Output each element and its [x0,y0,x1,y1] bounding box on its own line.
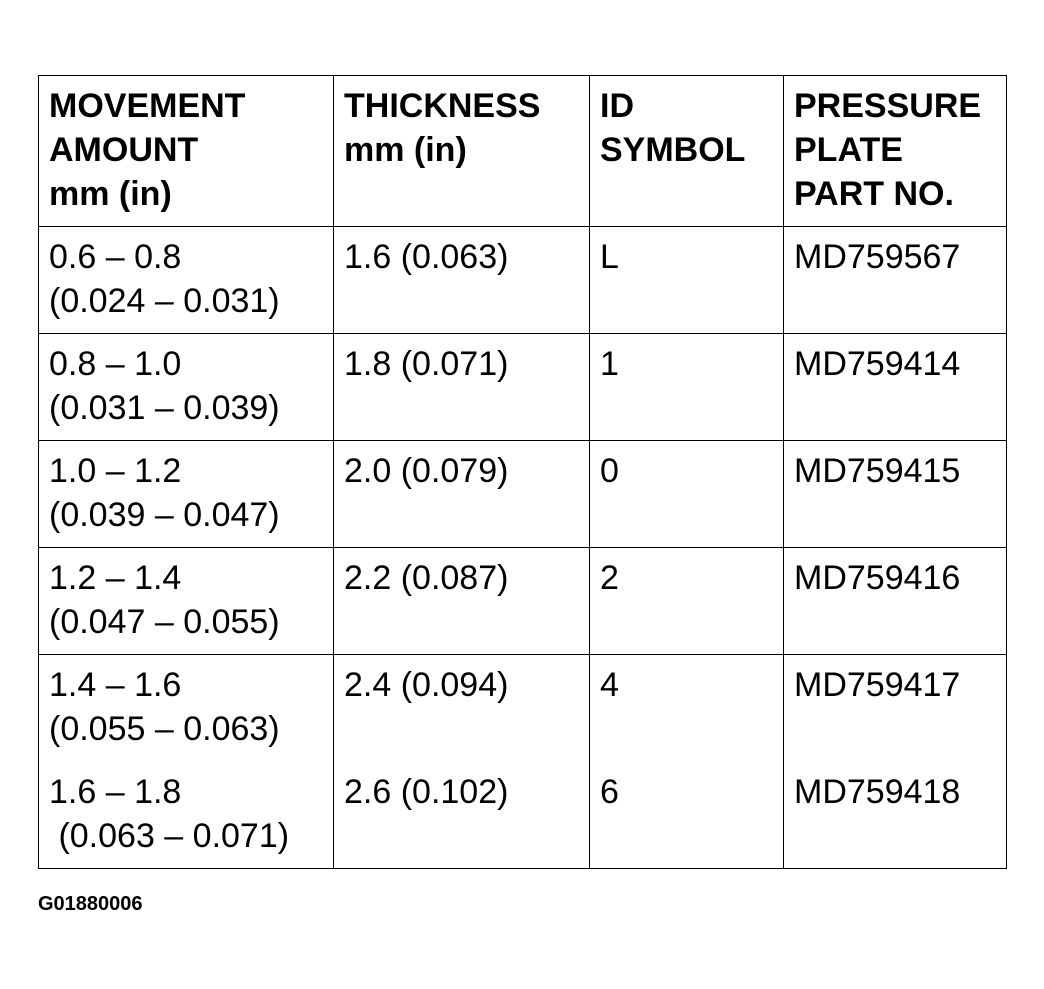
id-symbol-cell: 6 [590,762,784,869]
movement-mm: 1.4 – 1.6 [49,666,182,704]
id-symbol-cell: 2 [590,548,784,655]
table-row [39,762,1007,869]
thickness-cell: 2.0 (0.079) [334,441,590,548]
thickness-cell: 1.8 (0.071) [334,334,590,441]
header-line: AMOUNT [49,131,199,169]
movement-mm: 0.8 – 1.0 [49,345,182,383]
movement-mm: 1.6 – 1.8 [49,772,182,811]
header-id-symbol [590,76,784,227]
movement-mm: 0.6 – 0.8 [49,238,182,276]
header-line: PART NO. [794,175,954,213]
thickness-cell: 1.6 (0.063) [334,227,590,334]
part-no-cell: MD759418 [784,762,1007,869]
header-thickness [334,76,590,227]
movement-cell [39,762,334,869]
movement-cell [39,441,334,548]
table-row [39,334,1007,441]
part-no-cell: MD759415 [784,441,1007,548]
header-part-no [784,76,1007,227]
movement-cell [39,655,334,762]
movement-cell [39,227,334,334]
table-row [39,655,1007,762]
table-header-row [39,76,1007,227]
header-line: mm (in) [344,131,467,169]
part-no-cell: MD759567 [784,227,1007,334]
header-line: MOVEMENT [49,87,246,125]
header-line: ID [600,87,634,125]
header-line: SYMBOL [600,131,746,169]
id-symbol-cell: 4 [590,655,784,762]
header-line: THICKNESS [344,87,541,125]
movement-in: (0.055 – 0.063) [49,710,280,748]
part-no-cell: MD759416 [784,548,1007,655]
movement-in: (0.024 – 0.031) [49,282,280,320]
thickness-cell: 2.6 (0.102) [334,762,590,869]
id-symbol-cell: 1 [590,334,784,441]
table-row [39,548,1007,655]
movement-in: (0.063 – 0.071) [49,816,290,855]
part-no-cell: MD759414 [784,334,1007,441]
movement-in: (0.047 – 0.055) [49,603,280,641]
thickness-cell: 2.4 (0.094) [334,655,590,762]
id-symbol-cell: 0 [590,441,784,548]
movement-in: (0.039 – 0.047) [49,496,280,534]
part-no-cell: MD759417 [784,655,1007,762]
movement-mm: 1.2 – 1.4 [49,559,182,597]
header-line: mm (in) [49,175,172,213]
movement-cell [39,334,334,441]
movement-in: (0.031 – 0.039) [49,389,280,427]
pressure-plate-spec-table [38,75,1007,869]
header-movement-amount [39,76,334,227]
table-row [39,227,1007,334]
id-symbol-cell: L [590,227,784,334]
figure-id-label: G01880006 [38,893,143,915]
thickness-cell: 2.2 (0.087) [334,548,590,655]
header-line: PRESSURE [794,87,982,125]
movement-cell [39,548,334,655]
header-line: PLATE [794,131,903,169]
movement-mm: 1.0 – 1.2 [49,452,182,490]
table-row [39,441,1007,548]
